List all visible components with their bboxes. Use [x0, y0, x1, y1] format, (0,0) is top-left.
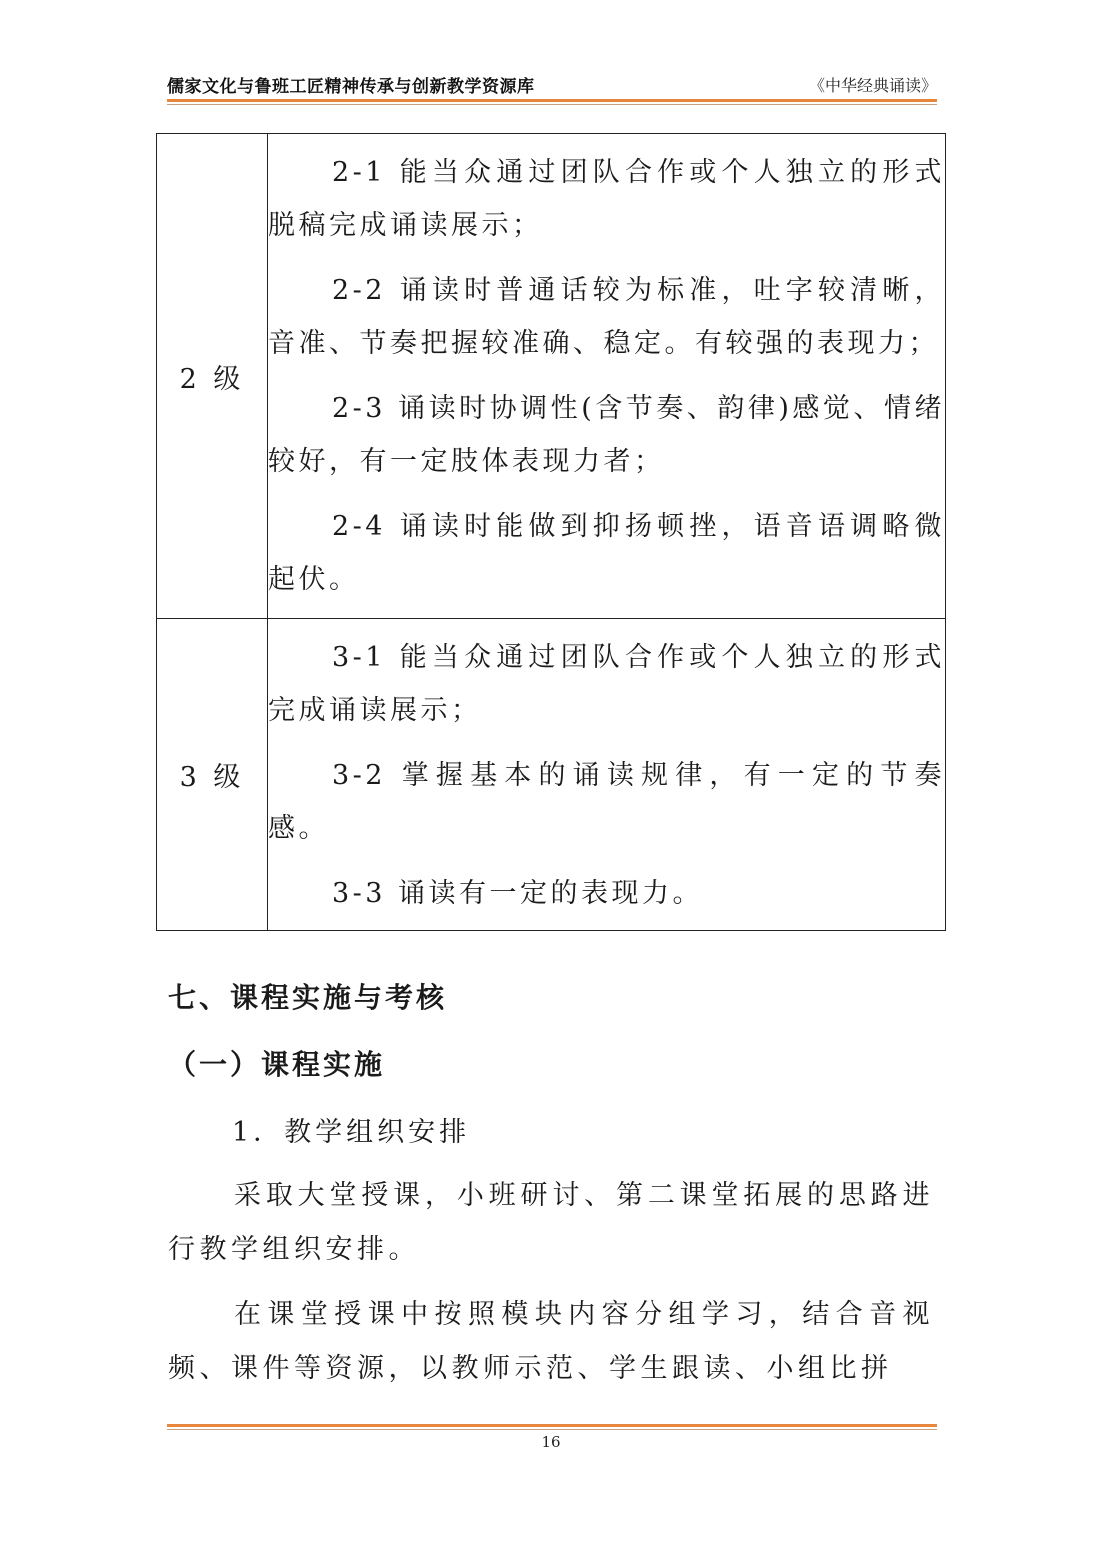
subsection-heading: （一）课程实施 [168, 1048, 386, 1081]
criteria-item: 2-1 能当众通过团队合作或个人独立的形式脱稿完成诵读展示； [268, 157, 945, 241]
header-rule-thin [167, 104, 937, 105]
header-course-title: 《中华经典诵读》 [808, 76, 937, 95]
criteria-item: 3-2 掌握基本的诵读规律，有一定的节奏感。 [268, 760, 945, 844]
table-row [157, 134, 946, 619]
criteria-item: 2-3 诵读时协调性(含节奏、韵律)感觉、情绪较好，有一定肢体表现力者； [268, 393, 945, 477]
body-paragraph: 在课堂授课中按照模块内容分组学习，结合音视频、课件等资源，以教师示范、学生跟读、小组比拼 [168, 1299, 934, 1384]
page-header [167, 72, 937, 98]
table-row [157, 619, 946, 931]
subsubsection-heading: 1．教学组织安排 [232, 1117, 471, 1148]
criteria-item: 3-1 能当众通过团队合作或个人独立的形式完成诵读展示； [268, 642, 945, 726]
footer-rule [167, 1424, 937, 1427]
criteria-item: 2-4 诵读时能做到抑扬顿挫，语音语调略微起伏。 [268, 511, 945, 595]
level-cell: 2 级 [157, 134, 268, 619]
criteria-item: 3-3 诵读有一定的表现力。 [332, 878, 704, 909]
criteria-item: 2-2 诵读时普通话较为标准，吐字较清晰，音准、节奏把握较准确、稳定。有较强的表现力； [268, 275, 945, 359]
grade-table [156, 133, 946, 931]
page-number: 16 [541, 1433, 561, 1451]
body-paragraph: 采取大堂授课，小班研讨、第二课堂拓展的思路进行教学组织安排。 [168, 1180, 934, 1265]
criteria-cell [268, 619, 946, 931]
footer-rule-thin [167, 1429, 937, 1430]
header-resource-title: 儒家文化与鲁班工匠精神传承与创新教学资源库 [167, 77, 535, 97]
criteria-cell [268, 134, 946, 619]
section-heading: 七、课程实施与考核 [168, 981, 448, 1014]
header-rule [167, 99, 937, 102]
level-cell: 3 级 [157, 619, 268, 931]
